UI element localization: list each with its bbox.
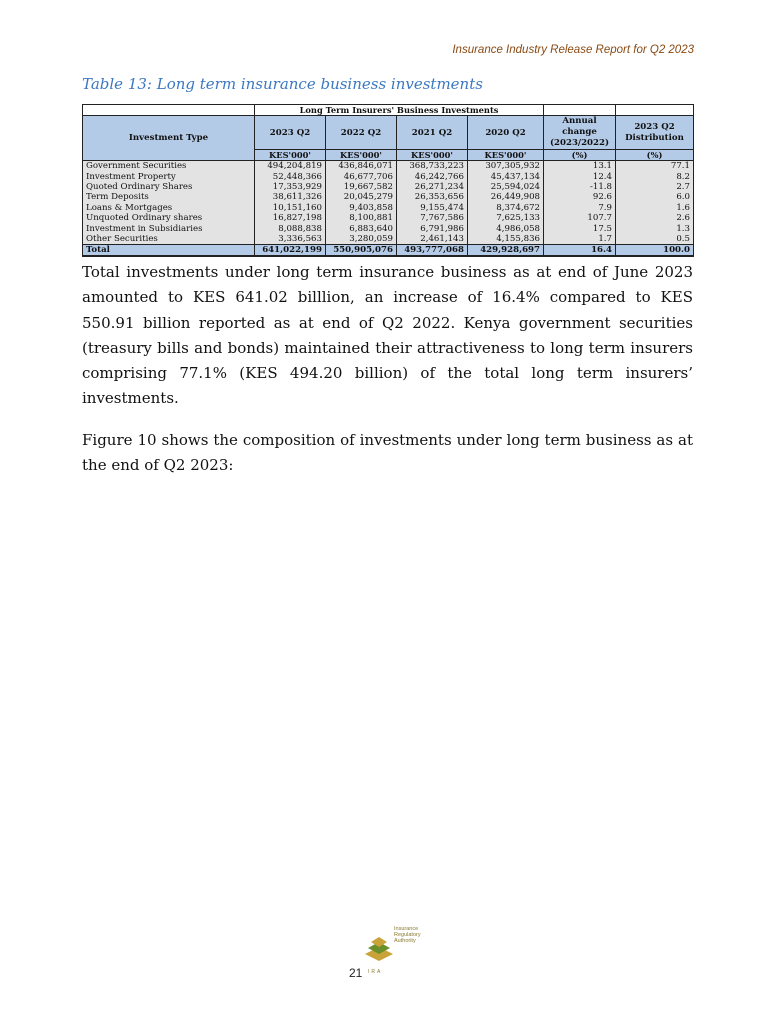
investments-table (82, 104, 694, 257)
table-cell: 17.5 (544, 223, 616, 233)
table-cell: 3,280,059 (326, 234, 397, 245)
table-cell: 13.1 (544, 161, 616, 172)
table-cell: 20,045,279 (326, 192, 397, 202)
unit-2023q2: KES'000' (255, 150, 326, 161)
table-cell: -11.8 (544, 182, 616, 192)
table-cell: 7,625,133 (468, 213, 544, 223)
total-cell: 641,022,199 (255, 245, 326, 257)
table-cell: 38,611,326 (255, 192, 326, 202)
table-cell: 7.9 (544, 203, 616, 213)
table-cell: 26,271,234 (397, 182, 468, 192)
logo-line: Authority (394, 938, 416, 944)
table-cell: 1.7 (544, 234, 616, 245)
running-header: Insurance Industry Release Report for Q2 2023 (452, 44, 694, 56)
total-row (83, 245, 694, 257)
unit-distribution: (%) (616, 150, 694, 161)
table-cell: 92.6 (544, 192, 616, 202)
table-cell: 6,883,640 (326, 223, 397, 233)
table-cell: 52,448,366 (255, 171, 326, 181)
table-row (83, 192, 694, 202)
col-header-2023q2: 2023 Q2 (255, 116, 326, 150)
table-cell: 6.0 (616, 192, 694, 202)
table-cell: 8,100,881 (326, 213, 397, 223)
table-cell: 368,733,223 (397, 161, 468, 172)
total-cell: 550,905,076 (326, 245, 397, 257)
table-cell: 4,986,058 (468, 223, 544, 233)
table-cell: 8.2 (616, 171, 694, 181)
table-row (83, 223, 694, 233)
total-label: Total (83, 245, 255, 257)
col-header-annual-change: Annual change (2023/2022) (544, 116, 616, 150)
table-cell: 9,155,474 (397, 203, 468, 213)
table-cell: 307,305,932 (468, 161, 544, 172)
group-title: Long Term Insurers' Business Investments (255, 105, 544, 116)
unit-annual-change: (%) (544, 150, 616, 161)
col-header-investment-type: Investment Type (83, 116, 255, 161)
table-cell: 19,667,582 (326, 182, 397, 192)
unit-2020q2: KES'000' (468, 150, 544, 161)
table-cell: 3,336,563 (255, 234, 326, 245)
table-row (83, 161, 694, 172)
table-row (83, 171, 694, 181)
unit-2021q2: KES'000' (397, 150, 468, 161)
col-header-2020q2: 2020 Q2 (468, 116, 544, 150)
table-cell: 9,403,858 (326, 203, 397, 213)
logo-line: Insurance (394, 926, 419, 932)
table-cell: 4,155,836 (468, 234, 544, 245)
table-cell: 26,449,908 (468, 192, 544, 202)
table-cell: 17,353,929 (255, 182, 326, 192)
table-cell: 2,461,143 (397, 234, 468, 245)
table-cell: 2.7 (616, 182, 694, 192)
table-row (83, 203, 694, 213)
row-label: Investment Property (83, 171, 255, 181)
table-row (83, 234, 694, 245)
table-cell: 0.5 (616, 234, 694, 245)
table-row (83, 213, 694, 223)
table-cell: 7,767,586 (397, 213, 468, 223)
total-cell: 16.4 (544, 245, 616, 257)
table-cell: 12.4 (544, 171, 616, 181)
col-header-distribution: 2023 Q2 Distribution (616, 116, 694, 150)
table-cell: 8,374,672 (468, 203, 544, 213)
unit-2022q2: KES'000' (326, 150, 397, 161)
table-cell: 494,204,819 (255, 161, 326, 172)
table-cell: 2.6 (616, 213, 694, 223)
table-cell: 107.7 (544, 213, 616, 223)
col-header-2021q2: 2021 Q2 (397, 116, 468, 150)
table-body (83, 161, 694, 245)
table-cell: 25,594,024 (468, 182, 544, 192)
table-cell: 77.1 (616, 161, 694, 172)
table-cell: 6,791,986 (397, 223, 468, 233)
row-label: Term Deposits (83, 192, 255, 202)
row-label: Loans & Mortgages (83, 203, 255, 213)
logo-abbreviation: IRA (368, 969, 383, 975)
table-cell: 436,846,071 (326, 161, 397, 172)
logo-text (394, 926, 421, 944)
col-header-2022q2: 2022 Q2 (326, 116, 397, 150)
table-cell: 45,437,134 (468, 171, 544, 181)
table-cell: 26,353,656 (397, 192, 468, 202)
table-cell: 46,677,706 (326, 171, 397, 181)
row-label: Investment in Subsidiaries (83, 223, 255, 233)
total-cell: 100.0 (616, 245, 694, 257)
row-label: Unquoted Ordinary shares (83, 213, 255, 223)
row-label: Other Securities (83, 234, 255, 245)
table-cell: 1.3 (616, 223, 694, 233)
page-number: 21 (349, 966, 363, 980)
row-label: Quoted Ordinary Shares (83, 182, 255, 192)
logo-line: Regulatory (394, 932, 421, 938)
table-row (83, 182, 694, 192)
paragraph-total-investments: Total investments under long term insurance business as at end of June 2023 amounted to KES 641.02 billlion, an increase of 16.4% compared to KES 550.91 billion reported as at end of Q2 2022. Kenya government securities (treasury bills and bonds) maintained their attractiveness to long term insurers comprising 77.1% (KES 494.20 billion) of the total long term insurers’ investments. (82, 263, 693, 408)
table-cell: 46,242,766 (397, 171, 468, 181)
total-cell: 493,777,068 (397, 245, 468, 257)
table-cell: 1.6 (616, 203, 694, 213)
paragraph-figure-reference: Figure 10 shows the composition of investments under long term business as at the end of Q2 2023: (82, 431, 693, 475)
table-cell: 16,827,198 (255, 213, 326, 223)
table-caption: Table 13: Long term insurance business investments (82, 75, 483, 93)
table-cell: 8,088,838 (255, 223, 326, 233)
investments-table-wrapper (82, 104, 693, 257)
total-cell: 429,928,697 (468, 245, 544, 257)
row-label: Government Securities (83, 161, 255, 172)
table-cell: 10,151,160 (255, 203, 326, 213)
